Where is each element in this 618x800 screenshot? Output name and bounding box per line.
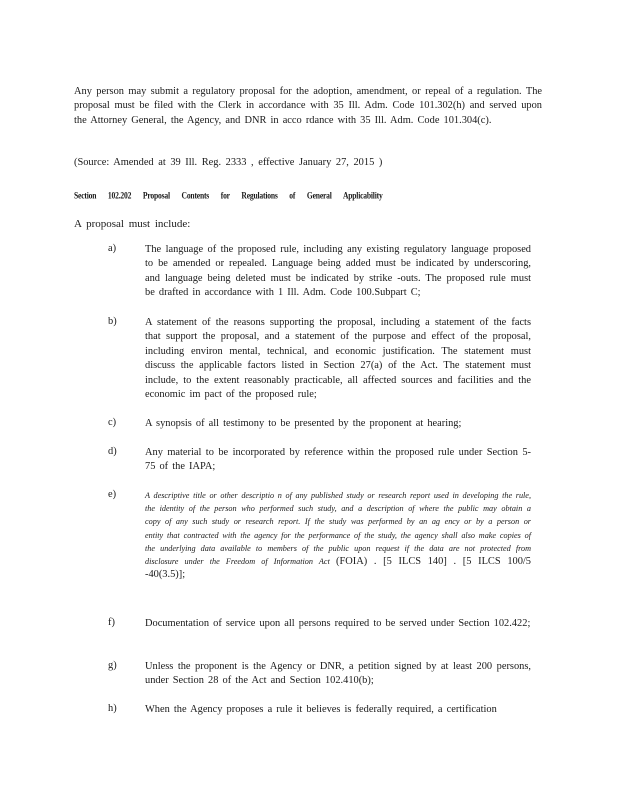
- source-note: (Source: Amended at 39 Ill. Reg. 2333 , effective January 27, 2015 ): [74, 157, 383, 168]
- item-text: [145, 489, 531, 581]
- item-text: Unless the proponent is the Agency or DNR, a petition signed by at least 200 persons, under Section 28 of the Act and Section 102.410(b);: [145, 661, 531, 687]
- item-label: c): [108, 417, 117, 428]
- item-label: d): [108, 446, 117, 457]
- item-label: e): [108, 489, 117, 500]
- item-text: Any material to be incorporated by reference within the proposed rule under Section 5-75 of the IAPA;: [145, 447, 531, 473]
- item-text: The language of the proposed rule, including any existing regulatory language proposed to be amended or repealed. Language being added must be indicated by underscoring, and language being deleted must be indicated by strike -outs. The proposed rule must be drafted in accordance with 1 Ill. Adm. Code 100.Subpart C;: [145, 244, 531, 299]
- item-label: h): [108, 703, 117, 714]
- item-label: b): [108, 316, 117, 327]
- item-label: a): [108, 243, 117, 254]
- item-text: A synopsis of all testimony to be presented by the proponent at hearing;: [145, 418, 462, 429]
- lead-sentence: A proposal must include:: [74, 218, 191, 230]
- intro-paragraph: Any person may submit a regulatory proposal for the adoption, amendment, or repeal of a regulation. The proposal must be filed with the Clerk in accordance with 35 Ill. Adm. Code 101.302(h) and served upon the Attorney General, the Agency, and DNR in acco rdance with 35 Ill. Adm. Code 101.304(c).: [74, 86, 542, 126]
- item-label: g): [108, 660, 117, 671]
- item-text: Documentation of service upon all persons required to be served under Section 102.422;: [145, 618, 531, 629]
- item-text-italic: A descriptive title or other descriptio n of any published study or research report used in developing the rule, the identity of the person who performed such study, and a description of where the public may obtain a copy of any such study or research report. If the study was performed by an ag ency or by a person or entity that contracted with the agency for the performance of the study, the agency shall also make copies of the underlying data available to members of the public upon request if the data are not protected from disclosure under the Freedom of Information Act: [145, 491, 531, 567]
- item-label: f): [108, 617, 115, 628]
- item-text-tail: (FOIA) . [5 ILCS 140] . [5 ILCS 100/5 -40(3.5)];: [145, 556, 532, 581]
- section-heading: Section 102.202 Proposal Contents for Regulations of General Applicability: [74, 190, 383, 201]
- item-text: When the Agency proposes a rule it believes is federally required, a certification: [145, 704, 497, 715]
- item-text: A statement of the reasons supporting the proposal, including a statement of the facts that support the proposal, and a statement of the purpose and effect of the proposal, including environ mental, technical, and economic justification. The statement must discuss the applicable factors listed in Section 27(a) of the Act. The statement must include, to the extent reasonably practicable, all affected sources and facilities and the economic im pact of the proposed rule;: [145, 317, 531, 401]
